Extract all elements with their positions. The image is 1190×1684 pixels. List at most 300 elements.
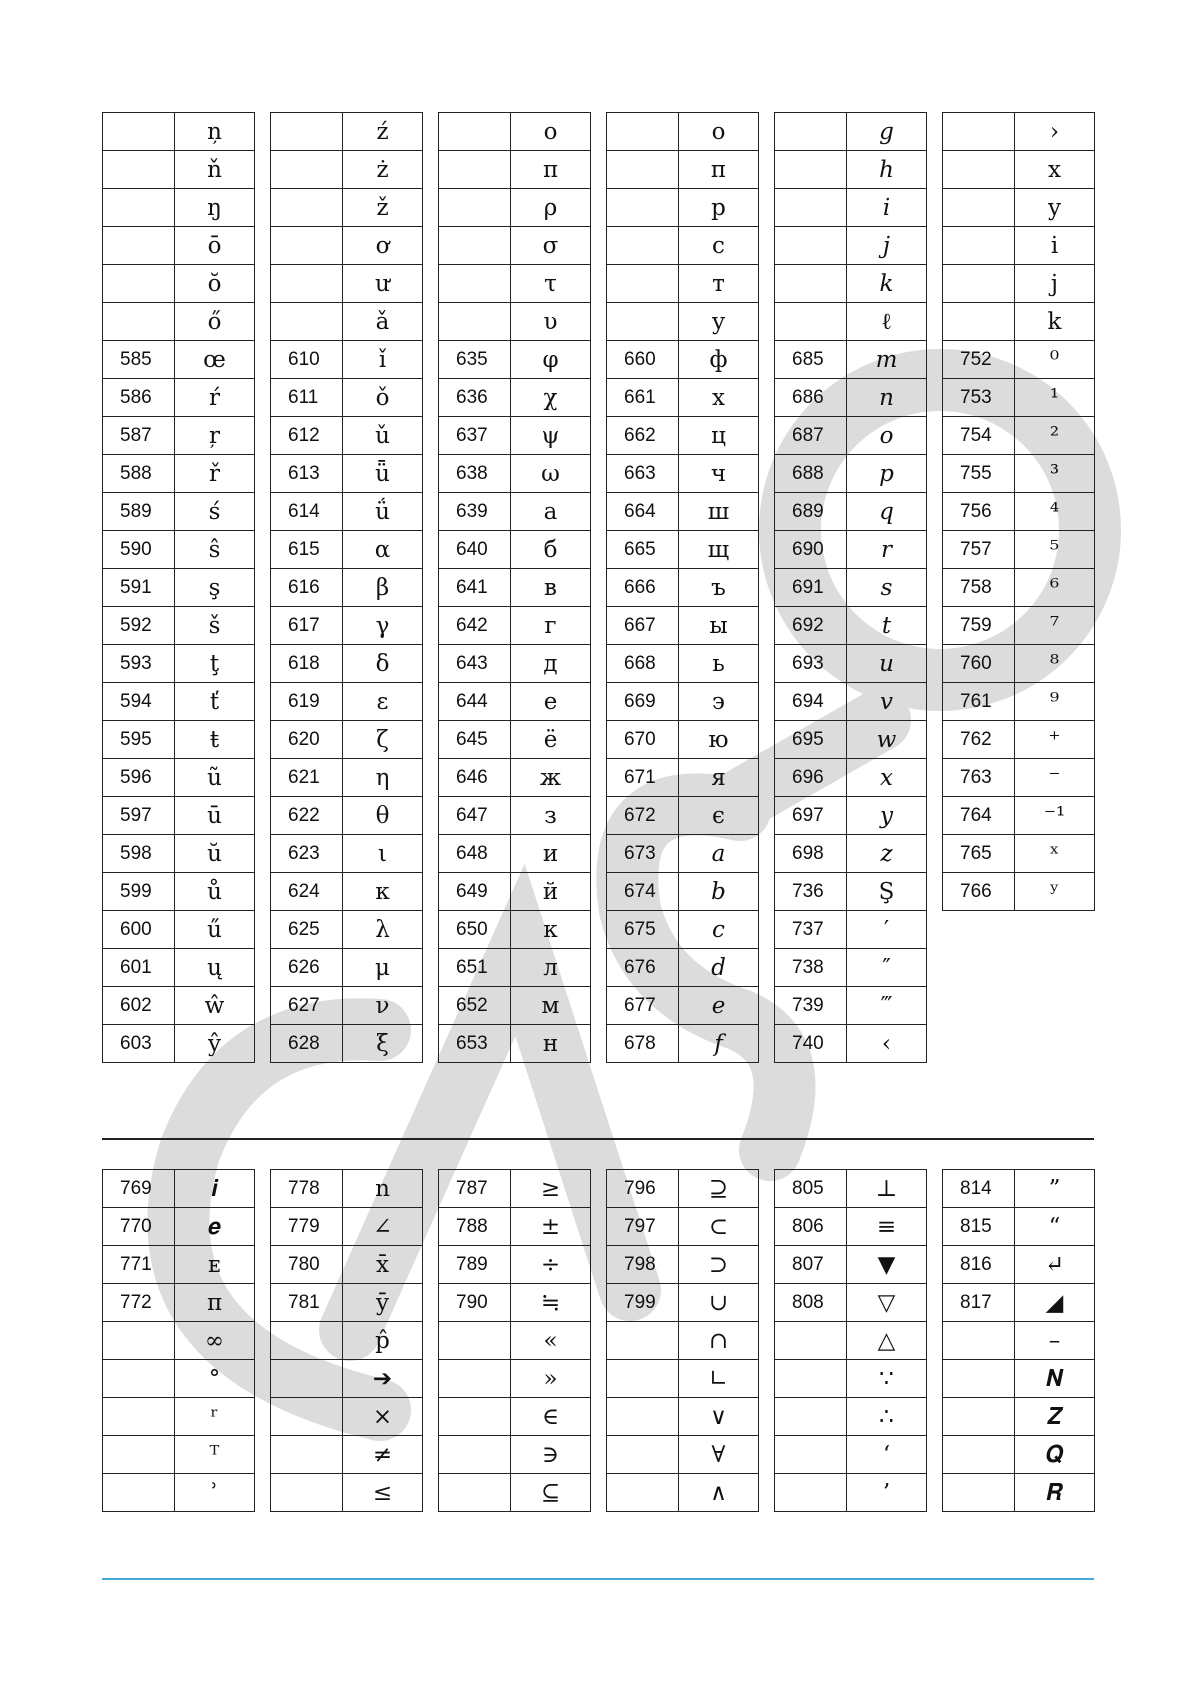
char-code: [271, 113, 343, 151]
char-code: 697: [775, 797, 847, 835]
char-glyph: ū: [175, 797, 255, 835]
table-row: [103, 265, 255, 303]
table-row: [103, 645, 255, 683]
footer-rule: [102, 1578, 1094, 1580]
char-code: 815: [943, 1208, 1015, 1246]
table-row: [103, 1284, 255, 1322]
char-glyph: p̂: [343, 1322, 423, 1360]
char-glyph: ⁻: [1015, 759, 1095, 797]
char-code: [607, 1360, 679, 1398]
char-glyph: 𝑓: [679, 1025, 759, 1063]
char-glyph: ⁺: [1015, 721, 1095, 759]
table-row: [271, 227, 423, 265]
char-glyph: θ: [343, 797, 423, 835]
char-glyph: я: [679, 759, 759, 797]
char-code: [943, 1474, 1015, 1512]
char-code: 586: [103, 379, 175, 417]
table-row: [943, 1284, 1095, 1322]
table-row: [607, 1398, 759, 1436]
char-code-table-8: [270, 1169, 423, 1512]
table-row: [775, 797, 927, 835]
char-code: 612: [271, 417, 343, 455]
char-glyph: »: [511, 1360, 591, 1398]
char-code: 599: [103, 873, 175, 911]
char-glyph: н: [511, 1025, 591, 1063]
char-glyph: ∞: [175, 1322, 255, 1360]
char-glyph: ∩: [679, 1322, 759, 1360]
char-code: 652: [439, 987, 511, 1025]
char-code: 756: [943, 493, 1015, 531]
char-code-table-5: [774, 112, 927, 1063]
table-row: [775, 1436, 927, 1474]
table-row: [439, 987, 591, 1025]
char-glyph: ⊥: [847, 1170, 927, 1208]
char-glyph: ζ: [343, 721, 423, 759]
table-row: [775, 949, 927, 987]
table-row: [607, 607, 759, 645]
table-row: [271, 1436, 423, 1474]
char-glyph: β: [343, 569, 423, 607]
table-row: [439, 1284, 591, 1322]
table-row: [103, 1170, 255, 1208]
char-glyph: 𝑜: [847, 417, 927, 455]
char-code: 780: [271, 1246, 343, 1284]
table-row: [943, 645, 1095, 683]
table-row: [103, 683, 255, 721]
table-row: [271, 1322, 423, 1360]
char-code: 807: [775, 1246, 847, 1284]
char-code: [271, 1398, 343, 1436]
char-code: [607, 1322, 679, 1360]
char-glyph: ť: [175, 683, 255, 721]
table-row: [607, 303, 759, 341]
char-code: 772: [103, 1284, 175, 1322]
table-row: [271, 189, 423, 227]
char-code: 653: [439, 1025, 511, 1063]
char-glyph: ţ: [175, 645, 255, 683]
char-code: 753: [943, 379, 1015, 417]
char-glyph: ŋ: [175, 189, 255, 227]
char-code: 614: [271, 493, 343, 531]
char-code: [103, 113, 175, 151]
char-glyph: x: [1015, 151, 1095, 189]
char-code: 602: [103, 987, 175, 1025]
table-row: [943, 835, 1095, 873]
char-code: 600: [103, 911, 175, 949]
table-row: [103, 303, 255, 341]
char-code: 593: [103, 645, 175, 683]
char-code: [103, 227, 175, 265]
table-row: [103, 493, 255, 531]
char-glyph: 𝑏: [679, 873, 759, 911]
char-glyph: ů: [175, 873, 255, 911]
table-row: [439, 683, 591, 721]
char-code: 790: [439, 1284, 511, 1322]
char-glyph: ›: [1015, 113, 1095, 151]
table-row: [943, 531, 1095, 569]
table-row: [775, 265, 927, 303]
char-code: [439, 113, 511, 151]
table-row: [271, 683, 423, 721]
char-code: 648: [439, 835, 511, 873]
table-row: [943, 1360, 1095, 1398]
char-code: [775, 1322, 847, 1360]
char-code: 686: [775, 379, 847, 417]
table-row: [607, 379, 759, 417]
char-code: 627: [271, 987, 343, 1025]
char-glyph: ш: [679, 493, 759, 531]
char-code: 685: [775, 341, 847, 379]
table-row: [607, 1284, 759, 1322]
char-glyph: ρ: [511, 189, 591, 227]
char-glyph: ʾ: [175, 1474, 255, 1512]
table-row: [775, 987, 927, 1025]
char-glyph: ≡: [847, 1208, 927, 1246]
char-code: [943, 303, 1015, 341]
char-code: [943, 189, 1015, 227]
char-code: [103, 265, 175, 303]
char-glyph: π: [511, 151, 591, 189]
table-row: [775, 1208, 927, 1246]
table-row: [271, 645, 423, 683]
char-code: 626: [271, 949, 343, 987]
char-code: 603: [103, 1025, 175, 1063]
char-glyph: щ: [679, 531, 759, 569]
char-code: 814: [943, 1170, 1015, 1208]
table-row: [943, 151, 1095, 189]
char-code: 585: [103, 341, 175, 379]
table-row: [607, 113, 759, 151]
table-row: [439, 303, 591, 341]
table-row: [607, 151, 759, 189]
table-row: [271, 113, 423, 151]
char-glyph: ⁷: [1015, 607, 1095, 645]
table-row: [103, 721, 255, 759]
char-code: 595: [103, 721, 175, 759]
char-glyph: –: [1015, 1322, 1095, 1360]
char-glyph: ≥: [511, 1170, 591, 1208]
char-code: [439, 1474, 511, 1512]
char-glyph: ф: [679, 341, 759, 379]
char-code: 787: [439, 1170, 511, 1208]
char-code: 672: [607, 797, 679, 835]
table-row: [607, 1322, 759, 1360]
table-row: [271, 607, 423, 645]
table-row: [271, 531, 423, 569]
char-code: 788: [439, 1208, 511, 1246]
char-code: 670: [607, 721, 679, 759]
table-row: [943, 1322, 1095, 1360]
table-row: [103, 987, 255, 1025]
table-row: [607, 1436, 759, 1474]
char-glyph: ų: [175, 949, 255, 987]
char-glyph: ÷: [511, 1246, 591, 1284]
char-glyph: ‘: [847, 1436, 927, 1474]
char-code: [439, 227, 511, 265]
char-code: 596: [103, 759, 175, 797]
char-glyph: ι: [343, 835, 423, 873]
char-code: [271, 1474, 343, 1512]
char-code: 693: [775, 645, 847, 683]
char-code: 650: [439, 911, 511, 949]
char-glyph: γ: [343, 607, 423, 645]
char-code: 636: [439, 379, 511, 417]
table-row: [439, 417, 591, 455]
char-code: 762: [943, 721, 1015, 759]
char-glyph: ω: [511, 455, 591, 493]
char-glyph: ь: [679, 645, 759, 683]
table-row: [271, 379, 423, 417]
char-code: 779: [271, 1208, 343, 1246]
char-code: [775, 1436, 847, 1474]
char-code: [775, 303, 847, 341]
char-code: 588: [103, 455, 175, 493]
table-row: [775, 645, 927, 683]
char-code: [271, 303, 343, 341]
char-code: 667: [607, 607, 679, 645]
char-code: 754: [943, 417, 1015, 455]
char-code: 760: [943, 645, 1015, 683]
char-glyph: ¹: [1015, 379, 1095, 417]
table-row: [607, 759, 759, 797]
table-row: [607, 189, 759, 227]
table-row: [943, 113, 1095, 151]
char-code: 671: [607, 759, 679, 797]
table-row: [943, 569, 1095, 607]
char-glyph: 𝑚: [847, 341, 927, 379]
table-row: [271, 303, 423, 341]
char-code: [775, 189, 847, 227]
table-row: [943, 1170, 1095, 1208]
table-row: [943, 1474, 1095, 1512]
char-glyph: а: [511, 493, 591, 531]
char-code: 643: [439, 645, 511, 683]
char-glyph: 𝑦: [847, 797, 927, 835]
char-glyph: κ: [343, 873, 423, 911]
char-glyph: к: [511, 911, 591, 949]
char-glyph: ņ: [175, 113, 255, 151]
char-code: 598: [103, 835, 175, 873]
table-row: [943, 303, 1095, 341]
table-row: [607, 835, 759, 873]
char-glyph: ”: [1015, 1170, 1095, 1208]
table-row: [943, 683, 1095, 721]
char-code: 625: [271, 911, 343, 949]
table-row: [607, 1246, 759, 1284]
table-row: [271, 1284, 423, 1322]
char-code: 796: [607, 1170, 679, 1208]
char-glyph: ǎ: [343, 303, 423, 341]
table-row: [943, 227, 1095, 265]
char-glyph: ο: [511, 113, 591, 151]
char-code: 798: [607, 1246, 679, 1284]
char-code: 677: [607, 987, 679, 1025]
char-glyph: ⁰: [1015, 341, 1095, 379]
table-row: [439, 531, 591, 569]
char-glyph: б: [511, 531, 591, 569]
char-glyph: š: [175, 607, 255, 645]
char-glyph: y: [1015, 189, 1095, 227]
char-code: [943, 1436, 1015, 1474]
char-code: [943, 1360, 1015, 1398]
char-code: [103, 1360, 175, 1398]
table-row: [271, 1246, 423, 1284]
char-code: 642: [439, 607, 511, 645]
table-row: [439, 797, 591, 835]
char-code: 664: [607, 493, 679, 531]
char-glyph: ∠: [343, 1208, 423, 1246]
char-code-table-4: [606, 112, 759, 1063]
char-glyph: ∟: [679, 1360, 759, 1398]
char-glyph: р: [679, 189, 759, 227]
char-code: [607, 227, 679, 265]
table-row: [607, 227, 759, 265]
char-code: 649: [439, 873, 511, 911]
char-glyph: ő: [175, 303, 255, 341]
char-code-table-2: [270, 112, 423, 1063]
char-code: 665: [607, 531, 679, 569]
char-code: 624: [271, 873, 343, 911]
char-glyph: μ: [343, 949, 423, 987]
char-code: 740: [775, 1025, 847, 1063]
char-glyph: 𝒊: [175, 1170, 255, 1208]
char-code: [943, 265, 1015, 303]
char-glyph: 𝑒: [679, 987, 759, 1025]
char-code: 797: [607, 1208, 679, 1246]
char-code: [607, 189, 679, 227]
char-code: 674: [607, 873, 679, 911]
table-row: [775, 151, 927, 189]
char-code-table-10: [606, 1169, 759, 1512]
char-glyph: х: [679, 379, 759, 417]
table-row: [439, 645, 591, 683]
table-row: [775, 683, 927, 721]
char-glyph: 𝑘: [847, 265, 927, 303]
char-glyph: ∴: [847, 1398, 927, 1436]
char-glyph: ʳ: [175, 1398, 255, 1436]
table-row: [103, 569, 255, 607]
char-code: 736: [775, 873, 847, 911]
char-glyph: ν: [343, 987, 423, 1025]
table-row: [775, 379, 927, 417]
table-row: [607, 417, 759, 455]
table-row: [103, 1025, 255, 1063]
char-glyph: ǐ: [343, 341, 423, 379]
char-code: 628: [271, 1025, 343, 1063]
table-row: [775, 113, 927, 151]
table-row: [271, 1398, 423, 1436]
char-code: 789: [439, 1246, 511, 1284]
table-row: [271, 721, 423, 759]
table-row: [439, 265, 591, 303]
table-row: [103, 911, 255, 949]
char-glyph: ⊆: [511, 1474, 591, 1512]
char-code: 764: [943, 797, 1015, 835]
char-glyph: ≤: [343, 1474, 423, 1512]
char-code: 808: [775, 1284, 847, 1322]
table-row: [103, 341, 255, 379]
char-code: 763: [943, 759, 1015, 797]
char-glyph: ⊇: [679, 1170, 759, 1208]
char-glyph: т: [679, 265, 759, 303]
char-code: [775, 265, 847, 303]
table-row: [439, 1436, 591, 1474]
char-glyph: ǖ: [343, 455, 423, 493]
char-code: 669: [607, 683, 679, 721]
table-row: [775, 1284, 927, 1322]
char-code: 757: [943, 531, 1015, 569]
char-glyph: ∵: [847, 1360, 927, 1398]
table-row: [943, 379, 1095, 417]
table-row: [775, 1170, 927, 1208]
char-code: [775, 1360, 847, 1398]
table-row: [943, 417, 1095, 455]
char-glyph: ²: [1015, 417, 1095, 455]
table-row: [271, 1025, 423, 1063]
char-code: 620: [271, 721, 343, 759]
table-row: [607, 721, 759, 759]
table-row: [943, 873, 1095, 911]
char-code: [607, 1436, 679, 1474]
char-glyph: 𝑑: [679, 949, 759, 987]
table-row: [775, 455, 927, 493]
char-glyph: 𝑸: [1015, 1436, 1095, 1474]
char-code: 637: [439, 417, 511, 455]
char-glyph: 𝑔: [847, 113, 927, 151]
table-row: [271, 265, 423, 303]
table-row: [103, 949, 255, 987]
table-row: [103, 455, 255, 493]
table-row: [439, 113, 591, 151]
char-glyph: ⁸: [1015, 645, 1095, 683]
char-code: [103, 189, 175, 227]
char-code: [943, 113, 1015, 151]
char-code: [607, 1474, 679, 1512]
table-row: [439, 911, 591, 949]
char-code: 771: [103, 1246, 175, 1284]
char-glyph: ŭ: [175, 835, 255, 873]
char-code: 695: [775, 721, 847, 759]
char-glyph: е: [511, 683, 591, 721]
table-row: [103, 873, 255, 911]
table-row: [439, 759, 591, 797]
char-glyph: 𝑛: [847, 379, 927, 417]
char-glyph: 𝑖: [847, 189, 927, 227]
table-row: [439, 873, 591, 911]
char-glyph: δ: [343, 645, 423, 683]
char-code: 617: [271, 607, 343, 645]
table-row: [775, 493, 927, 531]
table-row: [607, 455, 759, 493]
char-code: 692: [775, 607, 847, 645]
table-row: [271, 911, 423, 949]
table-row: [943, 189, 1095, 227]
char-code: 615: [271, 531, 343, 569]
table-row: [271, 987, 423, 1025]
char-code: [775, 227, 847, 265]
table-row: [943, 797, 1095, 835]
table-row: [439, 721, 591, 759]
char-code: 610: [271, 341, 343, 379]
char-code: [775, 151, 847, 189]
table-row: [943, 265, 1095, 303]
table-row: [943, 341, 1095, 379]
char-glyph: 𝑟: [847, 531, 927, 569]
table-row: [271, 759, 423, 797]
char-glyph: ˣ: [1015, 835, 1095, 873]
char-glyph: ю: [679, 721, 759, 759]
char-glyph: и: [511, 835, 591, 873]
